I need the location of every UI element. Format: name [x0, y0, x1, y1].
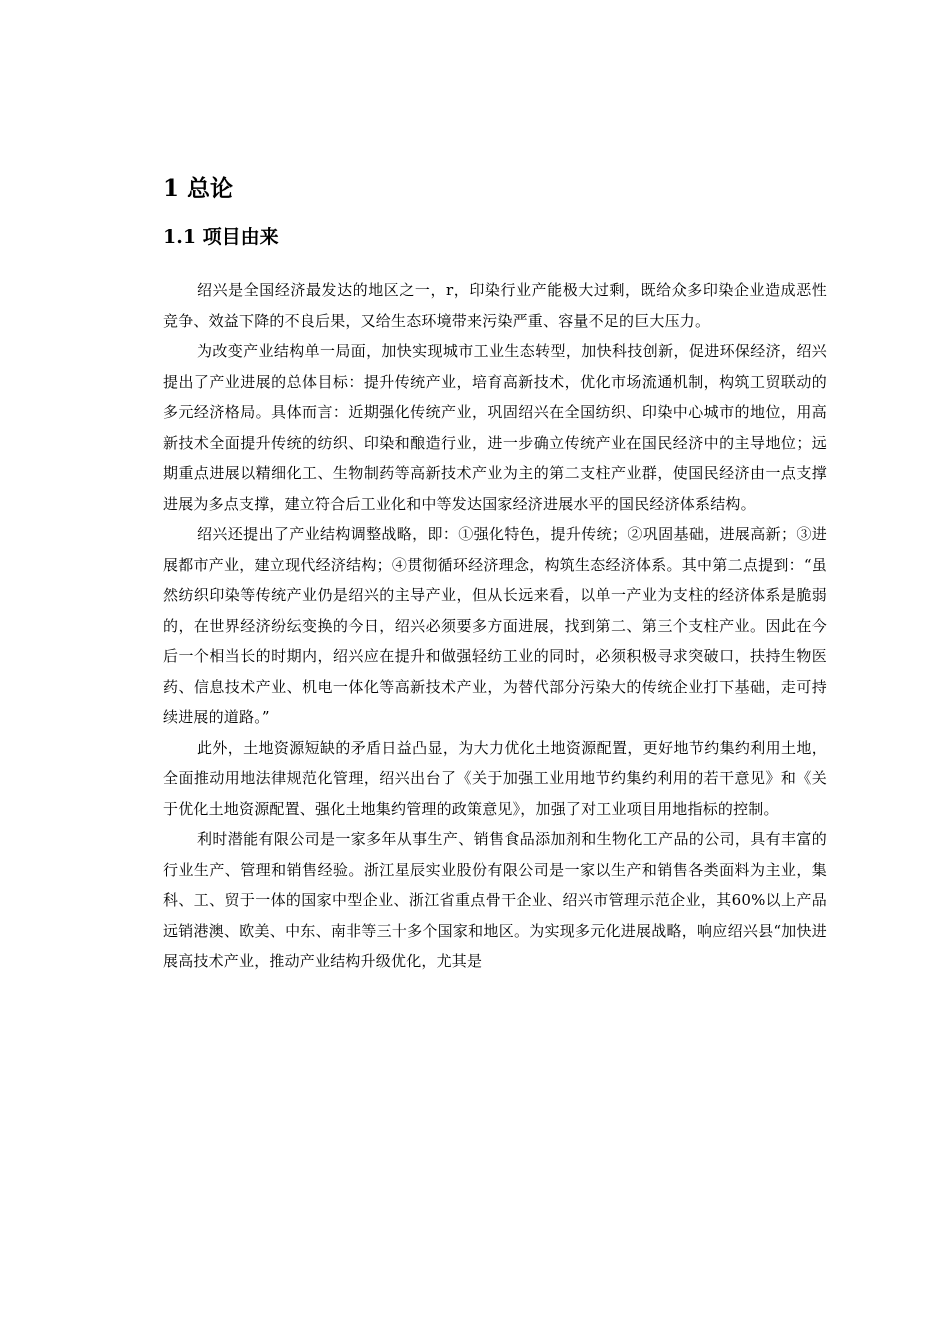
- paragraph-company-intro: 利时潜能有限公司是一家多年从事生产、销售食品添加剂和生物化工产品的公司，具有丰富的行业生产、管理和销售经验。浙江星辰实业股份有限公司是一家以生产和销售各类面料为主业，集科、工、贸于一体的国家中型企业、浙江省重点骨干企业、绍兴市管理示范企业，其60%以上产品远销港澳、欧美、中东、南非等三十多个国家和地区。为实现多元化进展战略，响应绍兴县“加快进展高技术产业，推动产业结构升级优化，尤其是: [163, 830, 827, 970]
- paragraph-land-resources: 此外，土地资源短缺的矛盾日益凸显，为大力优化土地资源配置，更好地节约集约利用土地，全面推动用地法律规范化管理，绍兴出台了《关于加强工业用地节约集约利用的若干意见》和《关于优化土地资源配置、强化土地集约管理的政策意见》，加强了对工业项目用地指标的控制。: [163, 738, 827, 818]
- paragraph-origin: 绍兴是全国经济最发达的地区之一，r，印染行业产能极大过剩，既给众多印染企业造成恶性竞争、效益下降的不良后果，又给生态环境带来污染严重、容量不足的巨大压力。: [163, 281, 827, 330]
- paragraph-development-goals: 为改变产业结构单一局面，加快实现城市工业生态转型，加快科技创新，促进环保经济，绍兴提出了产业进展的总体目标：提升传统产业，培育高新技术，优化市场流通机制，构筑工贸联动的多元经济格局。具体而言：近期强化传统产业，巩固绍兴在全国纺织、印染中心城市的地位，用高新技术全面提升传统的纺织、印染和酿造行业，进一步确立传统产业在国民经济中的主导地位；远期重点进展以精细化工、生物制药等高新技术产业为主的第二支柱产业群，使国民经济由一点支撑进展为多点支撑，建立符合后工业化和中等发达国家经济进展水平的国民经济体系结构。: [163, 342, 827, 513]
- section-heading: 1.1 项目由来: [163, 226, 279, 248]
- paragraph-restructuring-strategy: 绍兴还提出了产业结构调整战略，即：①强化特色，提升传统；②巩固基础，进展高新；③进展都市产业，建立现代经济结构；④贯彻循环经济理念，构筑生态经济体系。其中第二点提到：“虽然纺织印染等传统产业仍是绍兴的主导产业，但从长远来看，以单一产业为支柱的经济体系是脆弱的，在世界经济纷纭变换的今日，绍兴必须要多方面进展，找到第二、第三个支柱产业。因此在今后一个相当长的时期内，绍兴应在提升和做强轻纺工业的同时，必须积极寻求突破口，扶持生物医药、信息技术产业、机电一体化等高新技术产业，为替代部分污染大的传统企业打下基础，走可持续进展的道路。”: [163, 525, 827, 726]
- body-text: [163, 275, 827, 977]
- chapter-heading: 1 总论: [163, 175, 234, 202]
